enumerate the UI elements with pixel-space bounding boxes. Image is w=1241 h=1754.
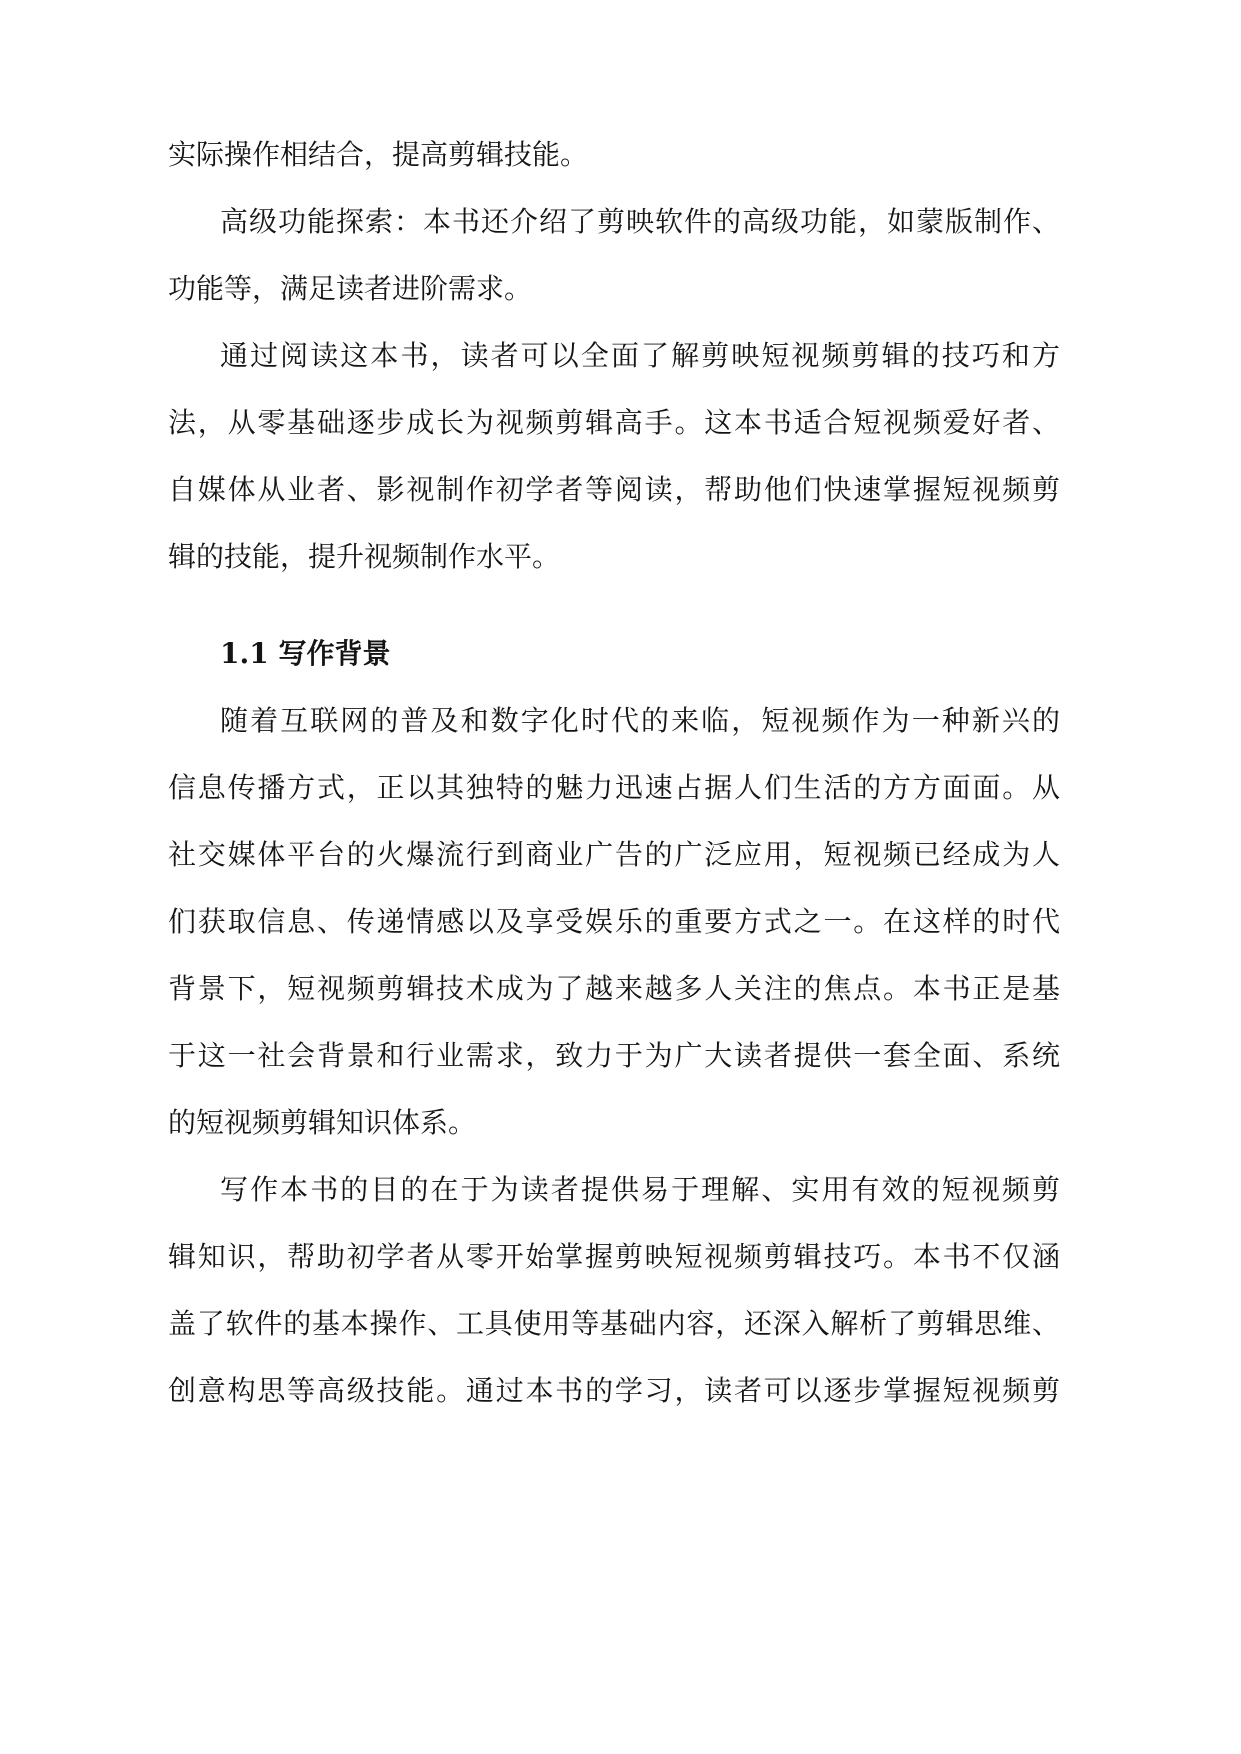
paragraph (168, 687, 1060, 1156)
paragraph-line: 法，从零基础逐步成长为视频剪辑高手。这本书适合短视频爱好者、 (168, 406, 1060, 439)
paragraph-line: 通过阅读这本书，读者可以全面了解剪映短视频剪辑的技巧和方 (220, 339, 1060, 372)
paragraph (168, 121, 1060, 188)
paragraph-line: 背景下，短视频剪辑技术成为了越来越多人关注的焦点。本书正是基 (168, 972, 1060, 1005)
paragraph-line: 高级功能探索：本书还介绍了剪映软件的高级功能，如蒙版制作、 (220, 205, 1060, 238)
paragraph-line: 写作本书的目的在于为读者提供易于理解、实用有效的短视频剪 (220, 1173, 1060, 1206)
paragraph-line: 信息传播方式，正以其独特的魅力迅速占据人们生活的方方面面。从 (168, 771, 1060, 804)
paragraph-line: 实际操作相结合，提高剪辑技能。 (168, 138, 589, 171)
paragraph-line: 辑的技能，提升视频制作水平。 (168, 540, 561, 573)
paragraph-line: 社交媒体平台的火爆流行到商业广告的广泛应用，短视频已经成为人 (168, 838, 1060, 871)
paragraph-line: 创意构思等高级技能。通过本书的学习，读者可以逐步掌握短视频剪 (168, 1374, 1060, 1407)
paragraph-line: 们获取信息、传递情感以及享受娱乐的重要方式之一。在这样的时代 (168, 905, 1060, 938)
paragraph (168, 1156, 1060, 1424)
paragraph-line: 盖了软件的基本操作、工具使用等基础内容，还深入解析了剪辑思维、 (168, 1307, 1060, 1340)
paragraph-line: 功能等，满足读者进阶需求。 (168, 272, 533, 305)
paragraph-line: 随着互联网的普及和数字化时代的来临，短视频作为一种新兴的 (220, 704, 1060, 737)
paragraph-line: 于这一社会背景和行业需求，致力于为广大读者提供一套全面、系统 (168, 1039, 1060, 1072)
paragraph-line: 辑知识，帮助初学者从零开始掌握剪映短视频剪辑技巧。本书不仅涵 (168, 1240, 1060, 1273)
paragraph (168, 322, 1060, 590)
paragraph-line: 自媒体从业者、影视制作初学者等阅读，帮助他们快速掌握短视频剪 (168, 473, 1060, 506)
paragraph-line: 的短视频剪辑知识体系。 (168, 1106, 477, 1139)
paragraph (168, 188, 1060, 322)
document-page-body (168, 121, 1060, 1424)
section-heading: 1.1 写作背景 (220, 637, 391, 670)
